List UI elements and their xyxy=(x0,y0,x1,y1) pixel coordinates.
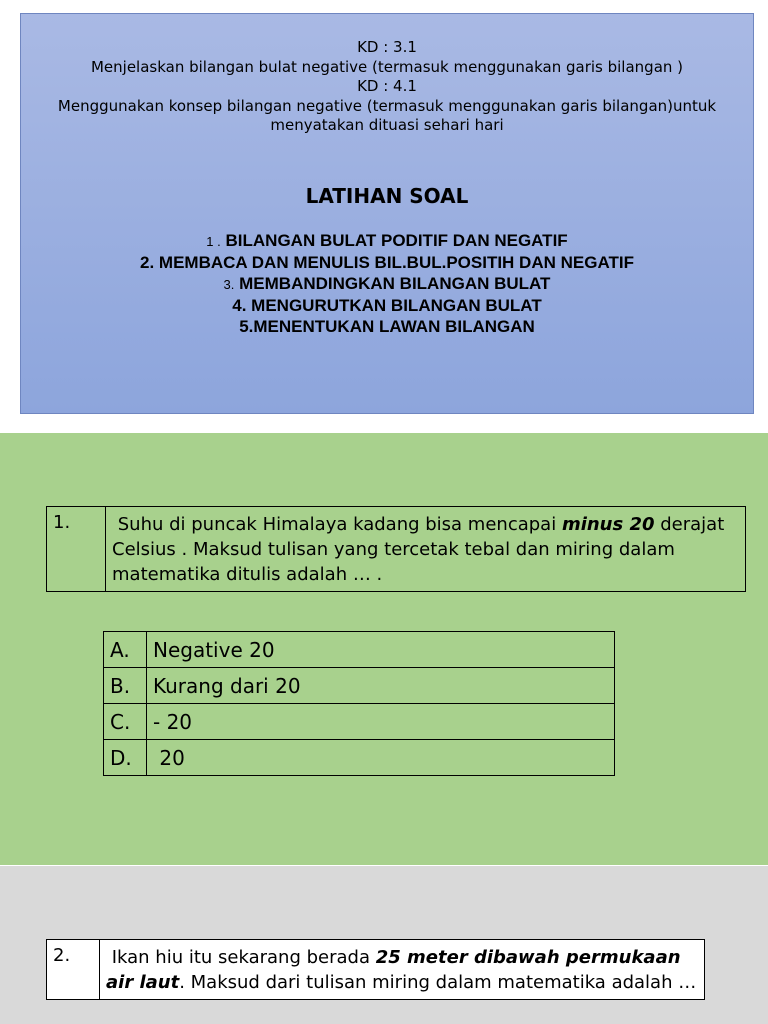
option-row[interactable] xyxy=(104,740,615,776)
kd1-description: Menjelaskan bilangan bulat negative (termasuk menggunakan garis bilangan ) xyxy=(90,57,684,76)
option-letter: B. xyxy=(104,668,147,704)
kd2-description-line1: Menggunakan konsep bilangan negative (termasuk menggunakan garis bilangan)untuk xyxy=(57,96,717,115)
kd-block xyxy=(21,38,753,136)
question-table xyxy=(46,939,705,1000)
topic-item xyxy=(21,295,753,316)
slide-kd-overview xyxy=(20,13,754,414)
option-row[interactable] xyxy=(104,668,615,704)
slide-question-2 xyxy=(0,866,768,1024)
topic-text: MEMBANDINGKAN BILANGAN BULAT xyxy=(239,274,551,293)
topic-text: BILANGAN BULAT PODITIF DAN NEGATIF xyxy=(225,231,568,250)
kd2-code: KD : 4.1 xyxy=(357,77,417,95)
kd1-code: KD : 3.1 xyxy=(357,38,417,56)
topic-item xyxy=(21,316,753,337)
options-table xyxy=(103,631,615,776)
option-row[interactable] xyxy=(104,632,615,668)
question-number: 2. xyxy=(47,940,100,1000)
option-letter: A. xyxy=(104,632,147,668)
option-text: - 20 xyxy=(147,704,615,740)
topic-list xyxy=(21,230,753,337)
question-number: 1. xyxy=(47,507,106,592)
topic-text: 2. MEMBACA DAN MENULIS BIL.BUL.POSITIH DAN NEGATIF xyxy=(140,253,634,272)
page-title: LATIHAN SOAL xyxy=(305,184,469,208)
option-text: 20 xyxy=(147,740,615,776)
question-emphasis: 25 meter dibawah permukaan air laut xyxy=(106,947,681,993)
topic-number: 3. xyxy=(223,277,235,292)
topic-text: 5.MENENTUKAN LAWAN BILANGAN xyxy=(239,317,535,336)
topic-item xyxy=(21,273,753,295)
question-text: Suhu di puncak Himalaya kadang bisa mencapai minus 20 derajat Celsius . Maksud tulisan yang tercetak tebal dan miring dalam matematika ditulis adalah … . xyxy=(106,507,746,592)
question-table xyxy=(46,506,746,592)
option-letter: C. xyxy=(104,704,147,740)
slide-question-1 xyxy=(0,433,768,865)
kd2-description-line2: menyatakan dituasi sehari hari xyxy=(270,116,504,134)
topic-number: 1 . xyxy=(206,234,221,249)
option-row[interactable] xyxy=(104,704,615,740)
option-text: Kurang dari 20 xyxy=(147,668,615,704)
topic-item xyxy=(21,230,753,252)
option-text: Negative 20 xyxy=(147,632,615,668)
topic-text: 4. MENGURUTKAN BILANGAN BULAT xyxy=(232,296,542,315)
question-emphasis: minus 20 xyxy=(561,514,655,535)
option-letter: D. xyxy=(104,740,147,776)
question-text: Ikan hiu itu sekarang berada 25 meter dibawah permukaan air laut. Maksud dari tulisan miring dalam matematika adalah … xyxy=(100,940,705,1000)
topic-item xyxy=(21,252,753,273)
